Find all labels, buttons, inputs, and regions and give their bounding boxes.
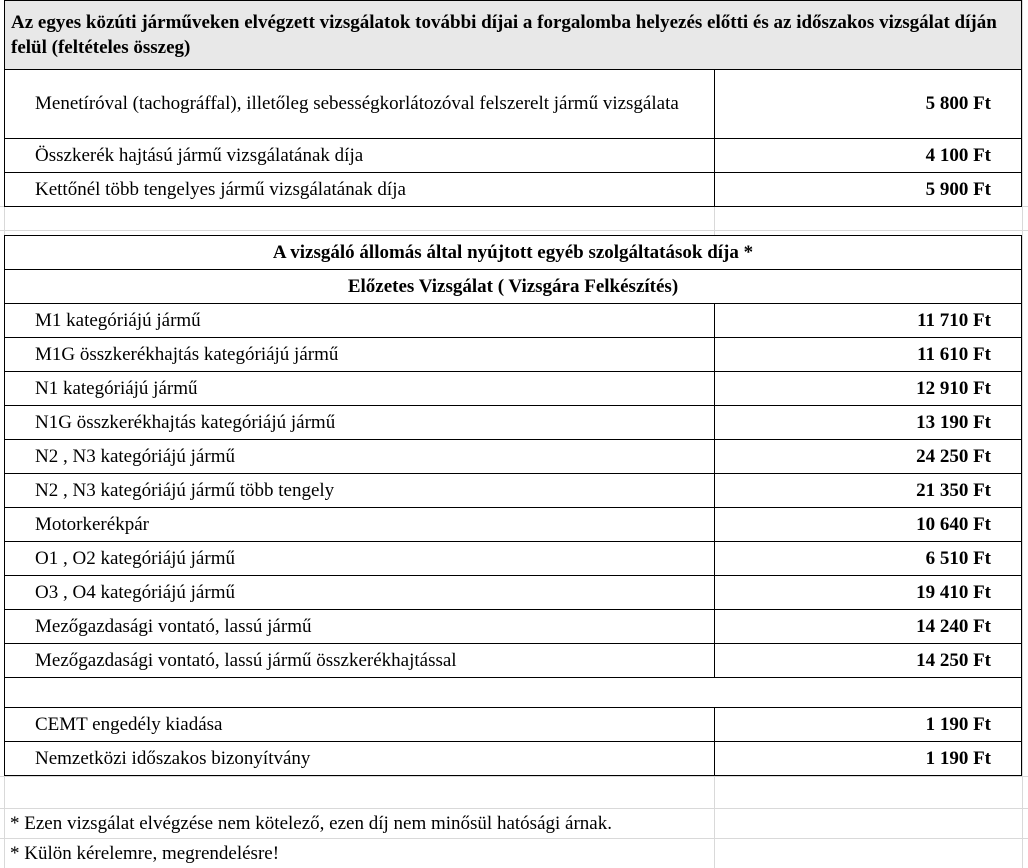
table-row bbox=[4, 707, 1022, 742]
row-label: Mezőgazdasági vontató, lassú jármű bbox=[4, 609, 715, 644]
section1-title-row bbox=[4, 0, 1022, 70]
table-row bbox=[4, 473, 1022, 508]
row-price: 5 800 Ft bbox=[714, 69, 1022, 139]
blank-row bbox=[4, 677, 1022, 708]
row-label: N1G összkerékhajtás kategóriájú jármű bbox=[4, 405, 715, 440]
row-price: 11 610 Ft bbox=[714, 337, 1022, 372]
section1-title: Az egyes közúti járműveken elvégzett vizsgálatok további díjai a forgalomba helyezés előtti és az időszakos vizsgálat díján felül (feltételes összeg) bbox=[4, 0, 1022, 70]
row-price: 11 710 Ft bbox=[714, 303, 1022, 338]
table-row bbox=[4, 172, 1022, 207]
footnote: * Ezen vizsgálat elvégzése nem kötelező, ezen díj nem minősül hatósági árnak. bbox=[10, 813, 612, 834]
row-label: N2 , N3 kategóriájú jármű több tengely bbox=[4, 473, 715, 508]
table-row bbox=[4, 405, 1022, 440]
row-label: Mezőgazdasági vontató, lassú jármű összkerékhajtással bbox=[4, 643, 715, 678]
row-price: 5 900 Ft bbox=[714, 172, 1022, 207]
table-row bbox=[4, 138, 1022, 173]
row-price: 24 250 Ft bbox=[714, 439, 1022, 474]
row-price: 1 190 Ft bbox=[714, 741, 1022, 776]
row-label: O1 , O2 kategóriájú jármű bbox=[4, 541, 715, 576]
row-label: M1 kategóriájú jármű bbox=[4, 303, 715, 338]
row-price: 10 640 Ft bbox=[714, 507, 1022, 542]
row-label: O3 , O4 kategóriájú jármű bbox=[4, 575, 715, 610]
row-price: 19 410 Ft bbox=[714, 575, 1022, 610]
grid-line bbox=[0, 776, 1028, 777]
table-row bbox=[4, 507, 1022, 542]
table-row bbox=[4, 337, 1022, 372]
grid-line bbox=[0, 838, 1028, 839]
table-row bbox=[4, 69, 1022, 139]
grid-line bbox=[1022, 0, 1023, 868]
blank-cell bbox=[4, 677, 1022, 708]
table-row bbox=[4, 575, 1022, 610]
section2-title: A vizsgáló állomás által nyújtott egyéb szolgáltatások díja * bbox=[4, 235, 1022, 270]
row-price: 6 510 Ft bbox=[714, 541, 1022, 576]
grid-line bbox=[0, 808, 1028, 809]
section2-subtitle: Előzetes Vizsgálat ( Vizsgára Felkészítés) bbox=[4, 269, 1022, 304]
table-row bbox=[4, 439, 1022, 474]
table-row bbox=[4, 643, 1022, 678]
row-price: 21 350 Ft bbox=[714, 473, 1022, 508]
row-price: 14 240 Ft bbox=[714, 609, 1022, 644]
row-label: Kettőnél több tengelyes jármű vizsgálatának díja bbox=[4, 172, 715, 207]
row-label: N1 kategóriájú jármű bbox=[4, 371, 715, 406]
row-label: Motorkerékpár bbox=[4, 507, 715, 542]
section2-subtitle-row bbox=[4, 269, 1022, 304]
row-label: Nemzetközi időszakos bizonyítvány bbox=[4, 741, 715, 776]
table-row bbox=[4, 741, 1022, 776]
grid-line bbox=[0, 230, 1028, 231]
row-price: 1 190 Ft bbox=[714, 707, 1022, 742]
table-row bbox=[4, 609, 1022, 644]
row-label: M1G összkerékhajtás kategóriájú jármű bbox=[4, 337, 715, 372]
row-price: 4 100 Ft bbox=[714, 138, 1022, 173]
section2-title-row bbox=[4, 235, 1022, 270]
row-price: 13 190 Ft bbox=[714, 405, 1022, 440]
table-row bbox=[4, 541, 1022, 576]
row-label: N2 , N3 kategóriájú jármű bbox=[4, 439, 715, 474]
row-label: Menetíróval (tachográffal), illetőleg sebességkorlátozóval felszerelt jármű vizsgálata bbox=[4, 69, 715, 139]
table-row bbox=[4, 303, 1022, 338]
row-price: 12 910 Ft bbox=[714, 371, 1022, 406]
footnote: * Külön kérelemre, megrendelésre! bbox=[10, 843, 280, 864]
row-label: CEMT engedély kiadása bbox=[4, 707, 715, 742]
row-label: Összkerék hajtású jármű vizsgálatának díja bbox=[4, 138, 715, 173]
row-price: 14 250 Ft bbox=[714, 643, 1022, 678]
table-row bbox=[4, 371, 1022, 406]
